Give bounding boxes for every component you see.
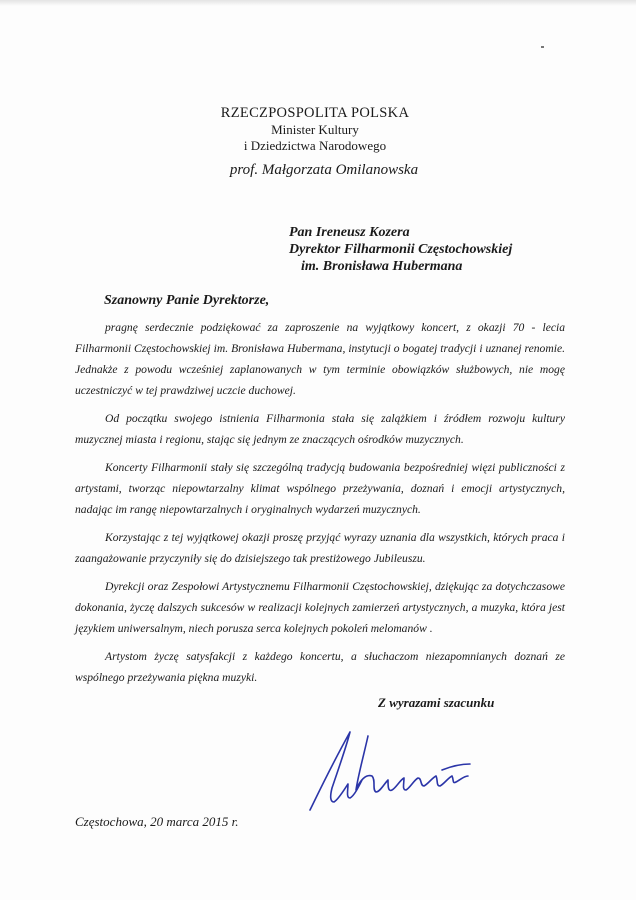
body-paragraph-1: pragnę serdecznie podziękować za zaproszenie na wyjątkowy koncert, z okazji 70 - lecia Filharmonii Częstochowskiej im. Bronisława Hubermana, instytucji o bogatej tradycji i uznanej renomie. Jednakże z powodu wcześniej zaplanowanych w tym terminie obowiązków służbowych, nie mogę uczestniczyć w tej prawdziwej uczcie duchowej. [75, 321, 565, 397]
scan-speck [541, 46, 544, 48]
closing-phrase: Z wyrazami szacunku [378, 695, 495, 710]
salutation: Szanowny Panie Dyrektorze, [104, 293, 270, 308]
letterhead-office-line-1: Minister Kultury [271, 122, 359, 137]
body-paragraph-6: Artystom życzę satysfakcji z każdego koncertu, a słuchaczom niezapomnianych doznań ze wspólnego przeżywania piękna muzyki. [75, 650, 565, 684]
body-paragraph-3: Koncerty Filharmonii stały się szczególną tradycją budowania bezpośredniej więzi publiczności z artystami, tworząc niepowtarzalny klimat wspólnego przeżywania, doznań i emocji artystycznych, nadając im rangę niepowtarzalnych i oryginalnych wydarzeń muzycznych. [75, 461, 565, 516]
body-paragraph-2: Od początku swojego istnienia Filharmonia stała się zalążkiem i źródłem rozwoju kultury muzycznej miasta i regionu, stając się jednym ze znaczących ośrodków muzycznych. [75, 412, 565, 446]
handwritten-signature [292, 718, 492, 818]
letterhead [0, 105, 636, 179]
body-paragraph-5: Dyrekcji oraz Zespołowi Artystycznemu Filharmonii Częstochowskiej, dziękując za dotychczasowe dokonania, życzę dalszych sukcesów w realizacji kolejnych zamierzeń artystycznych, a muzyka, która jest językiem uniwersalnym, niech porusza serca kolejnych pokoleń melomanów . [75, 580, 565, 635]
body-paragraph-4: Korzystając z tej wyjątkowej okazji proszę przyjąć wyrazy uznania dla wszystkich, których praca i zaangażowanie przyczyniły się do dzisiejszego tak prestiżowego Jubileuszu. [75, 531, 565, 565]
sender-name: prof. Małgorzata Omilanowska [229, 162, 419, 178]
recipient-block [289, 224, 512, 275]
scan-edge-shadow [0, 0, 636, 6]
letter-body [75, 317, 565, 695]
signature-stroke [310, 732, 470, 810]
letterhead-office-line-2: i Dziedzictwa Narodowego [243, 138, 387, 153]
recipient-title: Dyrektor Filharmonii Częstochowskiej [289, 242, 513, 257]
letterhead-country: RZECZPOSPOLITA POLSKA [220, 105, 410, 121]
recipient-name: Pan Ireneusz Kozera [289, 225, 410, 240]
place-and-date: Częstochowa, 20 marca 2015 r. [75, 814, 239, 829]
recipient-title-continued: im. Bronisława Hubermana [301, 259, 463, 274]
